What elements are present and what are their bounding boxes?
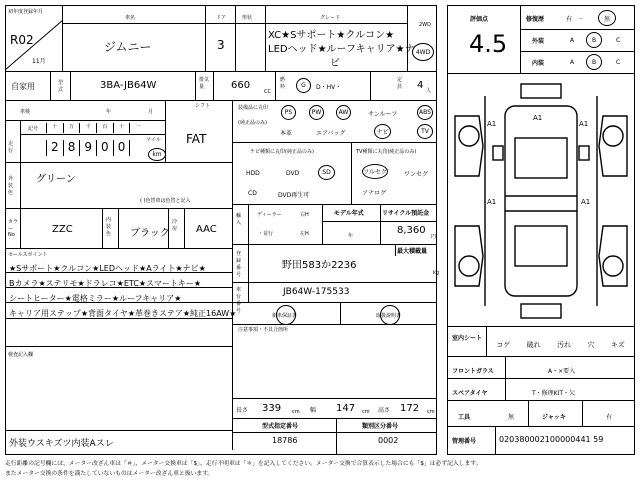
shift-label: シフト bbox=[195, 103, 211, 109]
equip-aw-circle: AW bbox=[336, 105, 351, 120]
length-value: 339 bbox=[262, 403, 282, 414]
grade-line1: XC★Sサポート★クルコン★ bbox=[268, 30, 395, 41]
interior-seat-label: 室内シート bbox=[452, 335, 483, 342]
equip-abs-circle: ABS bbox=[417, 105, 433, 120]
ac-label: 冷房 bbox=[172, 219, 178, 232]
inspector-label: 検査記入欄 bbox=[8, 352, 34, 358]
width-value: 147 bbox=[336, 403, 356, 414]
doors-value: 3 bbox=[217, 38, 225, 52]
import-dealer: ディーラー bbox=[257, 212, 282, 218]
new-warranty-circle bbox=[276, 305, 296, 325]
car-damage-diagram bbox=[449, 76, 633, 324]
fuel-gasoline-circle: G bbox=[296, 78, 311, 93]
model-value: 3BA-JB64W bbox=[100, 80, 157, 91]
height-label: 高さ bbox=[378, 407, 391, 414]
tools-value: 無 bbox=[508, 414, 515, 421]
mileage-digit-headers bbox=[46, 123, 146, 133]
footer-note-1: 走行距離の記号欄には、メーター改ざん車は「＃」、メーター交換車は「$」、走行不明車は「＊」を記入してください。メーター交換で合算表示した場合にも「$」は必ず記入します。 bbox=[5, 461, 482, 467]
equip-leather: 本革 bbox=[280, 130, 293, 137]
sales-line-3: シートヒーター★電格ミラー★ルーフキャリア★ bbox=[9, 294, 182, 303]
manual-circle bbox=[380, 305, 400, 325]
interior-grade-b-circle: B bbox=[586, 54, 602, 70]
equip-sunroof: サンルーフ bbox=[368, 111, 398, 118]
interior-seat-item: 破れ bbox=[526, 341, 541, 349]
score-label: 評価点 bbox=[470, 16, 489, 23]
equip-airbag: エアバッグ bbox=[316, 130, 346, 137]
tv-fullseg-circle: フルセグ bbox=[362, 164, 388, 179]
repair-no-circle: 無 bbox=[598, 10, 616, 26]
reg-slash bbox=[5, 20, 63, 70]
interior-seat-item: 穴 bbox=[587, 341, 595, 349]
car-name-label: 車名 bbox=[125, 15, 136, 21]
management-label: 管理番号 bbox=[452, 438, 477, 445]
class-label: 類別区分番号 bbox=[362, 423, 399, 430]
import-label: 輸入 bbox=[236, 213, 242, 226]
diagram-a1-midright: A1 bbox=[581, 198, 591, 206]
grade-line3: ビ bbox=[330, 58, 340, 69]
interior-seat-items bbox=[488, 340, 633, 350]
exterior-color-note: ( )色替車は色替と記入 bbox=[140, 198, 191, 204]
max-load-label: 最大積載量 bbox=[397, 248, 428, 255]
mileage-digit-header: 百 bbox=[96, 123, 113, 133]
capacity-value: 4 bbox=[417, 80, 424, 91]
equip-pw-circle: PW bbox=[309, 105, 324, 120]
displacement-label: 排気量 bbox=[199, 77, 210, 90]
front-glass-value: A・×要入 bbox=[548, 368, 576, 375]
type-cert-value: 18786 bbox=[272, 436, 298, 445]
capacity-label: 定員 bbox=[397, 77, 403, 90]
spare-tire-label: スペアタイヤ bbox=[452, 390, 488, 397]
mileage-label: 走行 bbox=[8, 141, 14, 154]
equipment-sublabel: (純正品のみ) bbox=[238, 120, 267, 126]
diagram-a1-right: A1 bbox=[579, 120, 589, 128]
height-value: 172 bbox=[400, 403, 420, 414]
tv-oneseg: ワンセグ bbox=[404, 171, 429, 178]
management-value: 020380002100000441 59 bbox=[499, 435, 604, 444]
mileage-digit: 2 bbox=[46, 140, 63, 156]
max-load-unit: kg bbox=[433, 270, 440, 276]
import-left: 左H bbox=[300, 231, 309, 237]
mileage-digit: 9 bbox=[79, 140, 96, 156]
displacement-value: 660 bbox=[231, 80, 251, 91]
exterior-grade-a: A bbox=[570, 37, 575, 44]
inspection-label: 車検 bbox=[20, 109, 31, 115]
equip-tv-circle: TV bbox=[417, 124, 433, 139]
shape-label: 形状 bbox=[242, 15, 253, 21]
diagram-a1-left: A1 bbox=[487, 120, 497, 128]
interior-grade-c: C bbox=[616, 59, 621, 66]
fuel-other: D・HV・ bbox=[316, 84, 342, 91]
first-reg-label: 初年度登録年月 bbox=[8, 9, 44, 15]
equip-ps-circle: PS bbox=[281, 105, 296, 120]
mileage-digit-header: 一 bbox=[129, 123, 146, 133]
drive-4wd-circle: 4WD bbox=[412, 43, 434, 61]
repair-yes: 有 － bbox=[566, 16, 585, 23]
exterior-grade-b-circle: B bbox=[586, 32, 602, 48]
repair-label: 修復歴 bbox=[526, 16, 545, 23]
chassis-value: JB64W-175533 bbox=[283, 287, 350, 297]
interior-color-label: 内装色 bbox=[106, 217, 112, 237]
type-cert-label: 型式指定番号 bbox=[262, 423, 299, 430]
import-parallel: ・並行 bbox=[258, 231, 274, 237]
footer-note-2: またメーター交換の条件を満たしていないものはメーター改ざん車と扱います。 bbox=[5, 471, 214, 477]
interior-seat-item: コゲ bbox=[496, 341, 511, 349]
cc-unit: CC bbox=[264, 89, 271, 95]
mileage-digit: 0 bbox=[96, 140, 113, 156]
spare-tire-value: T・修理KIT・欠 bbox=[532, 390, 576, 397]
tv-analog: アナログ bbox=[362, 190, 387, 197]
sales-points-label: セールスポイント bbox=[8, 252, 48, 258]
equip-navi-circle: ナビ bbox=[374, 124, 391, 139]
exterior-grade-c: C bbox=[616, 37, 621, 44]
model-year-label: モデル年式 bbox=[334, 210, 364, 217]
mileage-digit-header: 十 bbox=[46, 123, 63, 133]
score-value: 4.5 bbox=[469, 30, 508, 58]
exterior-grade-label: 外装 bbox=[532, 38, 545, 45]
color-no-value: ZZC bbox=[52, 224, 73, 235]
jack-value: 有 bbox=[606, 414, 613, 421]
mileage-digit-header: 十 bbox=[113, 123, 130, 133]
length-label: 長さ bbox=[236, 407, 249, 414]
mileage-digits bbox=[46, 140, 146, 156]
sales-line-1: ★Sサポート★クルコン★LEDヘッド★Aライト★ナビ★ bbox=[9, 264, 206, 273]
ac-value: AAC bbox=[196, 224, 217, 235]
interior-color-value: ブラック bbox=[130, 228, 170, 239]
interior-grade-a: A bbox=[570, 59, 575, 66]
equipment-label: 装備品に丸印 bbox=[238, 105, 269, 111]
mileage-digit-header: 万 bbox=[63, 123, 80, 133]
exterior-color-label: 外装色 bbox=[8, 176, 14, 196]
navi-type-label: ナビ種類に丸印(純正品のみ) bbox=[250, 149, 314, 155]
registration-value: 野田583か2236 bbox=[282, 260, 357, 271]
shift-value: FAT bbox=[186, 132, 207, 146]
model-label: 型式 bbox=[58, 80, 64, 93]
mileage-digit bbox=[129, 140, 146, 156]
doors-label: ドア bbox=[216, 15, 226, 21]
navi-sd-circle: SD bbox=[318, 165, 335, 180]
height-unit: cm bbox=[427, 409, 435, 415]
class-value: 0002 bbox=[378, 436, 399, 445]
width-unit: cm bbox=[362, 409, 370, 415]
unit-km-circle: km bbox=[148, 148, 166, 161]
first-reg-year: R02 bbox=[10, 33, 34, 47]
first-reg-month: 11月 bbox=[32, 58, 46, 65]
navi-hdd: HDD bbox=[246, 170, 260, 177]
recycle-value: 8,360 bbox=[397, 225, 426, 236]
diagram-a1-top: A1 bbox=[533, 114, 543, 122]
sales-line-4: キャリア用ステップ★背面タイヤ★革巻きステア★純正16AW★ bbox=[9, 309, 237, 318]
jack-label: ジャッキ bbox=[542, 414, 566, 421]
mileage-digit: 0 bbox=[113, 140, 130, 156]
drive-2wd: 2WD bbox=[419, 22, 431, 28]
mileage-marker: 記号 bbox=[28, 126, 39, 132]
navi-cd: CD bbox=[248, 190, 257, 197]
grade-line2: LEDヘッド★ルーフキャリア★ナ bbox=[268, 44, 415, 55]
registration-label: 登録番号 bbox=[236, 251, 242, 278]
inspector-note: 外装ウスキズツ内装Aスレ bbox=[9, 439, 114, 449]
inspection-year: 年 bbox=[106, 109, 112, 115]
tools-label: 工具 bbox=[458, 414, 471, 421]
fuel-label: 燃料 bbox=[280, 77, 286, 90]
grade-label: グレード bbox=[320, 15, 341, 21]
exterior-color-value: グリーン bbox=[36, 174, 76, 185]
navi-dvd: DVD bbox=[286, 170, 300, 177]
recycle-unit: 円 bbox=[431, 234, 437, 240]
import-right: 右H bbox=[300, 212, 309, 218]
notes-label: 注意事項・不具合箇所 bbox=[238, 327, 289, 333]
mileage-digit-header: 千 bbox=[79, 123, 96, 133]
unit-mile: マイル bbox=[146, 137, 161, 143]
interior-seat-item: キズ bbox=[610, 341, 625, 349]
chassis-label: 車台番号 bbox=[236, 287, 242, 314]
sales-line-2: Bカメラ★ステリモ★ドラレコ★ETC★スマートキー★ bbox=[9, 279, 202, 288]
navi-dvd-play: DVD再生可 bbox=[278, 192, 310, 199]
interior-grade-label: 内装 bbox=[532, 60, 545, 67]
recycle-label: リサイクル預託金 bbox=[382, 210, 430, 217]
inspection-month: 月 bbox=[148, 109, 154, 115]
interior-seat-item: 汚れ bbox=[557, 341, 572, 349]
capacity-unit: 人 bbox=[426, 88, 432, 94]
manual: 取扱説明書 bbox=[376, 313, 402, 319]
color-no-label: カラー No bbox=[8, 219, 19, 238]
diagram-a1-midleft: A1 bbox=[487, 198, 497, 206]
new-warranty: 新車保証書 bbox=[272, 313, 298, 319]
tv-type-label: TV種類に丸印(純正品のみ) bbox=[356, 149, 417, 155]
width-label: 幅 bbox=[310, 407, 317, 414]
car-name: ジムニー bbox=[104, 40, 152, 54]
model-year-unit: 年 bbox=[348, 233, 354, 239]
mileage-digit: 8 bbox=[63, 140, 80, 156]
front-glass-label: フロントガラス bbox=[452, 368, 494, 375]
use-type: 自家用 bbox=[11, 82, 35, 91]
length-unit: cm bbox=[292, 409, 300, 415]
